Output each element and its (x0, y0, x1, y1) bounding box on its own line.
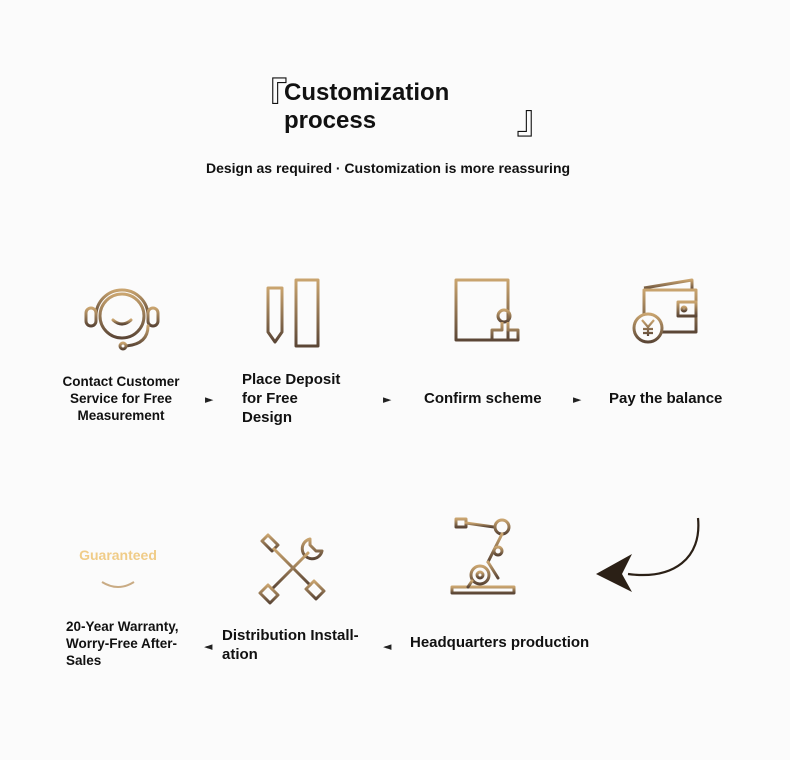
bracket-close: 』 (516, 97, 556, 143)
arrow-left-2: ◄ (204, 640, 213, 653)
bracket-open: 『 (248, 75, 288, 121)
tools-icon (254, 531, 334, 611)
document-stamp-icon (446, 276, 526, 356)
ruler-pencil-icon (254, 278, 334, 358)
arrow-right-3: ► (573, 393, 582, 406)
wallet-yen-icon (630, 274, 710, 354)
page-title: Customization process (284, 79, 450, 134)
arrow-right-1: ► (205, 393, 214, 406)
step-label-installation: Distribution Install-ation (222, 627, 359, 663)
guaranteed-badge-icon: Guaranteed (79, 547, 157, 563)
step-label-production: Headquarters production (410, 634, 590, 651)
curved-arrow-icon (592, 514, 704, 598)
robot-arm-icon (446, 515, 526, 595)
step-label-contact: Contact Customer Service for Free Measurement (62, 374, 180, 423)
headset-icon (82, 280, 162, 360)
step-label-deposit: Place Deposit for Free Design (242, 371, 341, 426)
arrow-right-2: ► (383, 393, 392, 406)
badge-arc-icon (100, 577, 136, 587)
step-label-warranty: 20-Year Warranty, Worry-Free After-Sales (66, 619, 179, 668)
page-subtitle: Design as required · Customization is more reassuring (205, 160, 571, 176)
arrow-left-1: ◄ (383, 640, 392, 653)
step-label-confirm: Confirm scheme (424, 390, 542, 407)
step-label-balance: Pay the balance (609, 390, 723, 407)
